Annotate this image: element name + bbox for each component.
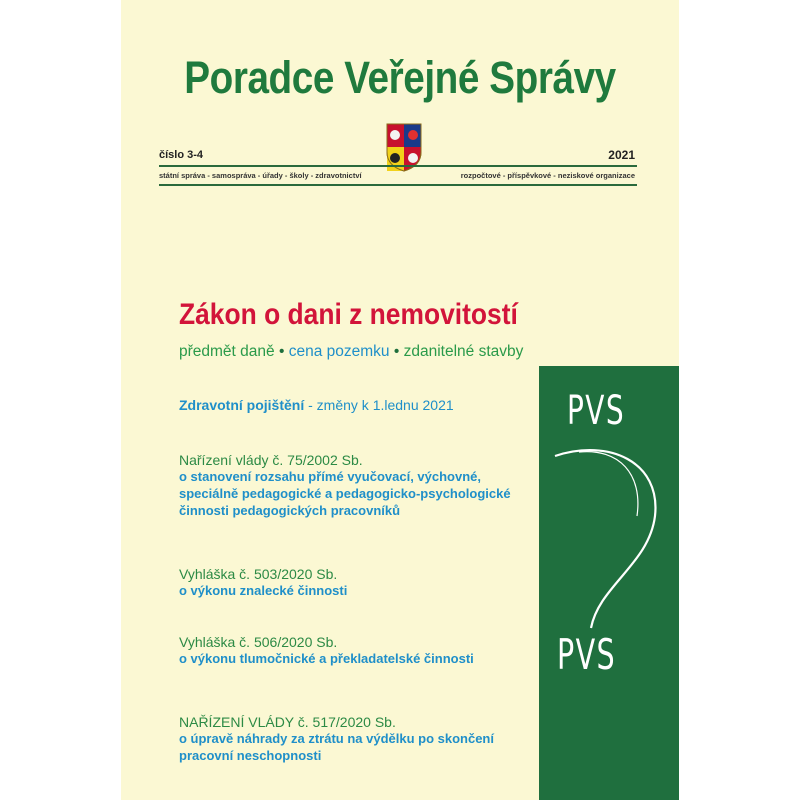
masthead-rule-top xyxy=(159,165,637,167)
issue-number: číslo 3-4 xyxy=(159,149,204,161)
tag-land-price: cena pozemku xyxy=(288,343,390,360)
pvs-logo-bottom: PVS xyxy=(557,630,616,679)
item-health-insurance: Zdravotní pojištění - změny k 1.lednu 2021 xyxy=(179,397,454,413)
masthead-subtitle-right: rozpočtové - příspěvkové - neziskové organizace xyxy=(460,171,635,180)
pvs-swirl-graphic xyxy=(539,366,679,800)
magazine-cover xyxy=(121,0,679,800)
pvs-logo-panel xyxy=(539,366,679,800)
issue-year: 2021 xyxy=(608,148,635,162)
tag-subject: předmět daně xyxy=(179,343,275,360)
headline-tags xyxy=(179,343,523,361)
pvs-logo-top: PVS xyxy=(567,388,626,434)
tag-buildings: zdanitelné stavby xyxy=(403,343,524,360)
masthead-rule-bottom xyxy=(159,184,637,186)
masthead-subtitle-left: státní správa - samospráva - úřady - školy - zdravotnictví xyxy=(159,171,362,180)
cover-headline: Zákon o dani z nemovitostí xyxy=(179,298,518,331)
item-decree-503: Vyhláška č. 503/2020 Sb. o výkonu znalecké činnosti xyxy=(179,566,348,598)
tag-separator: • xyxy=(278,343,285,360)
item-government-decree-75: Nařízení vlády č. 75/2002 Sb. o stanovení rozsahu přímé vyučovací, výchovné, speciálně pedagogické a pedagogicko-psychologické činnosti pedagogických pracovníků xyxy=(179,452,511,518)
magazine-title: Poradce Veřejné Správy xyxy=(184,52,616,103)
tag-separator: • xyxy=(393,343,400,360)
item-government-decree-517: NAŘÍZENÍ VLÁDY č. 517/2020 Sb. o úpravě náhrady za ztrátu na výdělku po skončení pracovní neschopnosti xyxy=(179,714,494,763)
item-decree-506: Vyhláška č. 506/2020 Sb. o výkonu tlumočnické a překladatelské činnosti xyxy=(179,634,474,666)
